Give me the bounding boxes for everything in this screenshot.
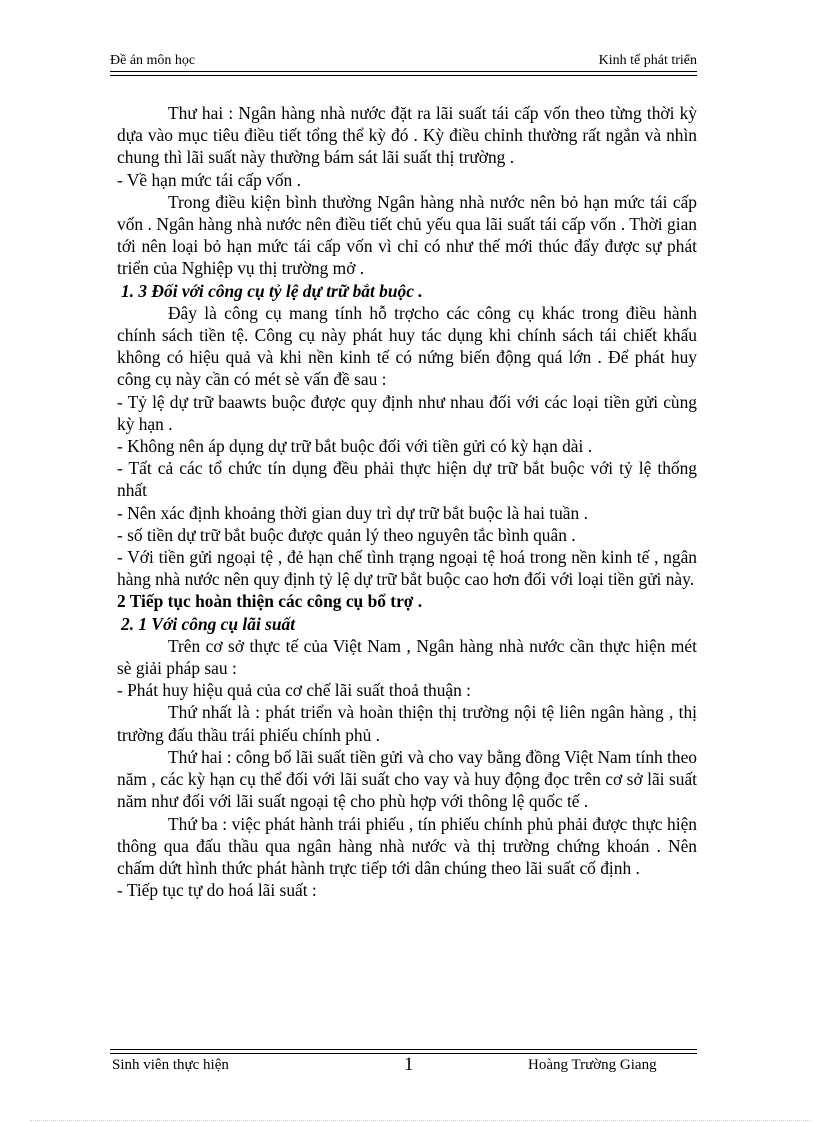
- bullet-item: - Không nên áp dụng dự trữ bắt buộc đối với tiền gửi có kỳ hạn dài .: [117, 436, 593, 457]
- section-heading-2-1: 2. 1 Với công cụ lãi suất: [121, 613, 296, 634]
- header-subject: Kinh tế phát triển: [598, 53, 697, 68]
- document-body: [117, 102, 697, 901]
- footer-author-label: Sinh viên thực hiện: [112, 1057, 229, 1073]
- paragraph: Trên cơ sở thực tế của Việt Nam , Ngân hàng nhà nước cần thực hiện mét sè giải pháp sau :: [117, 635, 697, 679]
- page-header: [110, 52, 697, 70]
- header-course-title: Đề án môn học: [110, 53, 196, 68]
- paragraph: Thứ nhất là : phát triển và hoàn thiện thị trường nội tệ liên ngân hàng , thị trường đấu thầu trái phiếu chính phủ .: [117, 702, 697, 745]
- bullet-item: - Phát huy hiệu quả của cơ chế lãi suất thoả thuận :: [117, 680, 472, 701]
- bullet-item: - Tiếp tục tự do hoá lãi suất :: [117, 880, 317, 901]
- bullet-item: - Về hạn mức tái cấp vốn .: [117, 169, 301, 190]
- paragraph: Đây là công cụ mang tính hỗ trợcho các công cụ khác trong điều hành chính sách tiền tệ. Công cụ này phát huy tác dụng khi chính sách tái chiết khấu không có hiệu quả và khi nền kinh tế có nứng biến động quá lớn . Để phát huy công cụ này cần có mét sè vấn đề sau :: [117, 302, 697, 390]
- page-boundary: [30, 1120, 810, 1121]
- header-rule: [110, 71, 697, 72]
- footer-author-name: Hoàng Trường Giang: [528, 1057, 657, 1073]
- section-heading-2: 2 Tiếp tục hoàn thiện các công cụ bổ trợ .: [117, 591, 423, 612]
- bullet-item: - số tiền dự trữ bắt buộc được quản lý theo nguyên tắc bình quân .: [117, 524, 576, 545]
- paragraph: Thứ hai : công bố lãi suất tiền gửi và cho vay bằng đồng Việt Nam tính theo năm , các kỳ hạn cụ thể đối với lãi suất cho vay và huy động đọc trên cơ sở lãi suất năm như đối với lãi suất ngoại tệ cho phù hợp với thông lệ quốc tế .: [117, 746, 697, 812]
- bullet-item: - Tất cả các tổ chức tín dụng đều phải thực hiện dự trữ bắt buộc với tỷ lệ thống nhất: [117, 458, 697, 501]
- paragraph: Thư hai : Ngân hàng nhà nước đặt ra lãi suất tái cấp vốn theo từng thời kỳ dựa vào mục tiêu điều tiết tổng thể kỳ đó . Kỳ điều chỉnh thường rất ngắn và nhìn chung thì lãi suất này thường bám sát lãi suất thị trường .: [117, 103, 697, 168]
- header-rule-thin: [110, 75, 697, 76]
- section-heading-1-3: 1. 3 Đối với công cụ tỷ lệ dự trữ bắt buộc .: [121, 280, 423, 301]
- paragraph: Thứ ba : việc phát hành trái phiếu , tín phiếu chính phủ phải được thực hiện thông qua đấu thầu qua ngân hàng nhà nước và thị trường chứng khoán . Nên chấm dứt hình thức phát hành trực tiếp tới dân chúng theo lãi suất cố định .: [117, 813, 697, 878]
- paragraph: Trong điều kiện bình thường Ngân hàng nhà nước nên bỏ hạn mức tái cấp vốn . Ngân hàng nhà nước nên điều tiết chủ yếu qua lãi suất tái cấp vốn . Thời gian tới nên loại bỏ hạn mức tái cấp vốn vì chỉ có như thế mới thúc đẩy được sự phát triển của Nghiệp vụ thị trường mở .: [117, 191, 697, 279]
- bullet-item: - Với tiền gửi ngoại tệ , đẻ hạn chế tình trạng ngoại tệ hoá trong nền kinh tế , ngân hàng nhà nước nên quy định tỷ lệ dự trữ bắt buộc cao hơn đối với loại tiền gửi này.: [117, 547, 697, 590]
- bullet-item: - Tỷ lệ dự trữ baawts buộc được quy định như nhau đối với các loại tiền gửi cùng kỳ hạn .: [117, 391, 697, 434]
- page-number: 1: [404, 1054, 414, 1075]
- bullet-item: - Nên xác định khoảng thời gian duy trì dự trữ bắt buộc là hai tuần .: [117, 502, 588, 523]
- footer-rule-thin: [110, 1049, 697, 1050]
